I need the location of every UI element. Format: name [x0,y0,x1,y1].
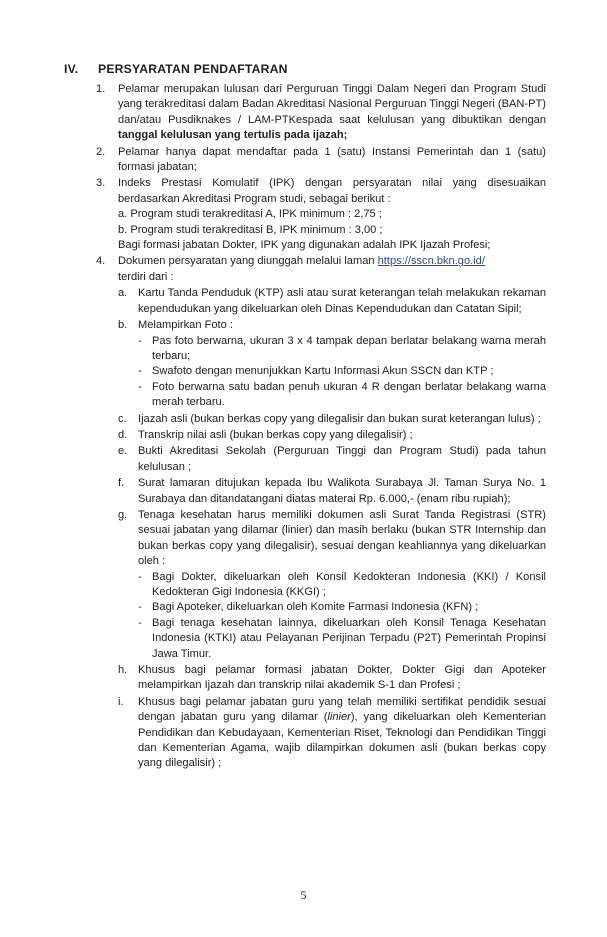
section-heading [64,62,288,76]
sub-letter: i. [118,695,124,708]
document-i [118,695,546,772]
requirement-4 [96,254,546,771]
document-e [118,444,546,475]
item-number: 2. [96,145,106,158]
item-text: Dokumen persyaratan yang diunggah melalui laman [118,255,378,268]
sub-text-italic: linier [327,711,351,724]
sub-letter: f. [118,477,125,490]
item-number: 3. [96,177,106,190]
item-number: 4. [96,255,106,268]
ipk-note: Bagi formasi jabatan Dokter, IPK yang digunakan adalah IPK Ijazah Profesi; [118,239,491,252]
item-text: Indeks Prestasi Komulatif (IPK) dengan persyaratan nilai yang disesuaikan berdasarkan Akreditasi Program studi, sebagai berikut : [118,177,546,205]
sub-text: Bukti Akreditasi Sekolah (Perguruan Tinggi dan Program Studi) pada tahun kelulusan ; [138,445,546,473]
requirement-2 [96,145,546,176]
sub-text: Kartu Tanda Penduduk (KTP) asli atau surat keterangan telah melakukan rekaman kependudukan yang dikeluarkan oleh Dinas Kependudukan dan Catatan Sipil; [138,287,546,315]
sub-letter: c. [118,412,127,425]
sub-text: Melampirkan Foto : [138,319,233,332]
sub-text: Khusus bagi pelamar jabatan guru yang telah memiliki sertifikat pendidik sesuai dengan jabatan guru yang dilamar ( [138,695,546,724]
document-h [118,663,546,694]
sub-letter: d. [118,428,128,441]
item-text-continued: terdiri dari : [118,270,174,283]
requirements-list [96,82,546,773]
sub-letter: g. [118,508,128,521]
sub-letter: a. [118,287,128,300]
sub-letter: h. [118,664,128,677]
page-number: 5 [300,888,307,902]
section-number: IV. [64,62,79,76]
sub-text-continued: ), yang dikeluarkan oleh Kementerian Pendidikan dan Kebudayaan, Kementerian Riset, Teknologi dan Pendidikan Tinggi dan Kementerian Agama, wajib dilampirkan dokumen asli (bukan berkas copy yang dilegalisir) ; [138,711,546,770]
document-a [118,286,546,317]
sscn-link[interactable]: https://sscn.bkn.go.id/ [377,255,485,268]
photo-requirement-3: - Foto berwarna satu badan penuh ukuran 4 R dengan berlatar belakang warna merah terbaru. [138,380,546,409]
item-bold-text: tanggal kelulusan yang tertulis pada ijazah; [118,129,348,142]
requirement-3 [96,176,546,253]
document-f [118,476,546,507]
sub-letter: e. [118,445,128,458]
sub-text: Khusus bagi pelamar formasi jabatan Dokter, Dokter Gigi dan Apoteker melampirkan Ijazah dan transkrip nilai akademik S-1 dan Profesi ; [138,664,546,692]
document-g [118,508,546,662]
document-c [118,412,546,427]
section-title: PERSYARATAN PENDAFTARAN [98,62,288,76]
ipk-line-a: a. Program studi terakreditasi A, IPK minimum : 2,75 ; [118,208,382,221]
str-issuer-1: - Bagi Dokter, dikeluarkan oleh Konsil Kedokteran Indonesia (KKI) / Konsil Kedokteran Gigi Indonesia (KKGI) ; [138,570,546,598]
sub-text: Surat lamaran ditujukan kepada Ibu Walikota Surabaya Jl. Taman Surya No. 1 Surabaya dan ditandatangani diatas materai Rp. 6.000,- (enam ribu rupiah); [138,477,546,505]
ipk-line-b: b. Program studi terakreditasi B, IPK minimum : 3,00 ; [118,223,383,236]
document-b [118,318,546,410]
requirement-1 [96,82,546,144]
str-issuer-3: - Bagi tenaga kesehatan lainnya, dikeluarkan oleh Konsil Tenaga Kesehatan Indonesia (KTKI) atau Pelayanan Perijinan Terpadu (P2T) Pemerintah Propinsi Jawa Timur. [138,616,546,660]
item-text: Pelamar merupakan lulusan dari Perguruan Tinggi Dalam Negeri dan Program Studi yang terakreditasi dalam Badan Akreditasi Nasional Perguruan Tinggi Negeri (BAN-PT) dan/atau Pusdiknakes / LAM-PTKespada saat kelulusan yang dibuktikan dengan [118,83,546,126]
str-issuer-2: - Bagi Apoteker, dikeluarkan oleh Komite Farmasi Indonesia (KFN) ; [138,601,479,614]
photo-requirement-2: - Swafoto dengan menunjukkan Kartu Informasi Akun SSCN dan KTP ; [138,365,494,378]
document-d [118,428,546,443]
sub-letter: b. [118,319,128,332]
sub-text: Ijazah asli (bukan berkas copy yang dilegalisir dan bukan surat keterangan lulus) ; [138,412,541,425]
sub-text: Transkrip nilai asli (bukan berkas copy yang dilegalisir) ; [138,428,413,441]
item-text: Pelamar hanya dapat mendaftar pada 1 (satu) Instansi Pemerintah dan 1 (satu) formasi jabatan; [118,145,546,174]
item-number: 1. [96,83,106,95]
photo-requirement-1: - Pas foto berwarna, ukuran 3 x 4 tampak depan berlatar belakang warna merah terbaru; [138,334,546,362]
sub-text: Tenaga kesehatan harus memiliki dokumen asli Surat Tanda Registrasi (STR) sesuai jabatan yang dilamar (linier) dan masih berlaku (bukan STR Internship dan bukan berkas copy yang dilegalisir), sesuai dengan keahliannya yang dikeluarkan oleh : [138,508,546,568]
